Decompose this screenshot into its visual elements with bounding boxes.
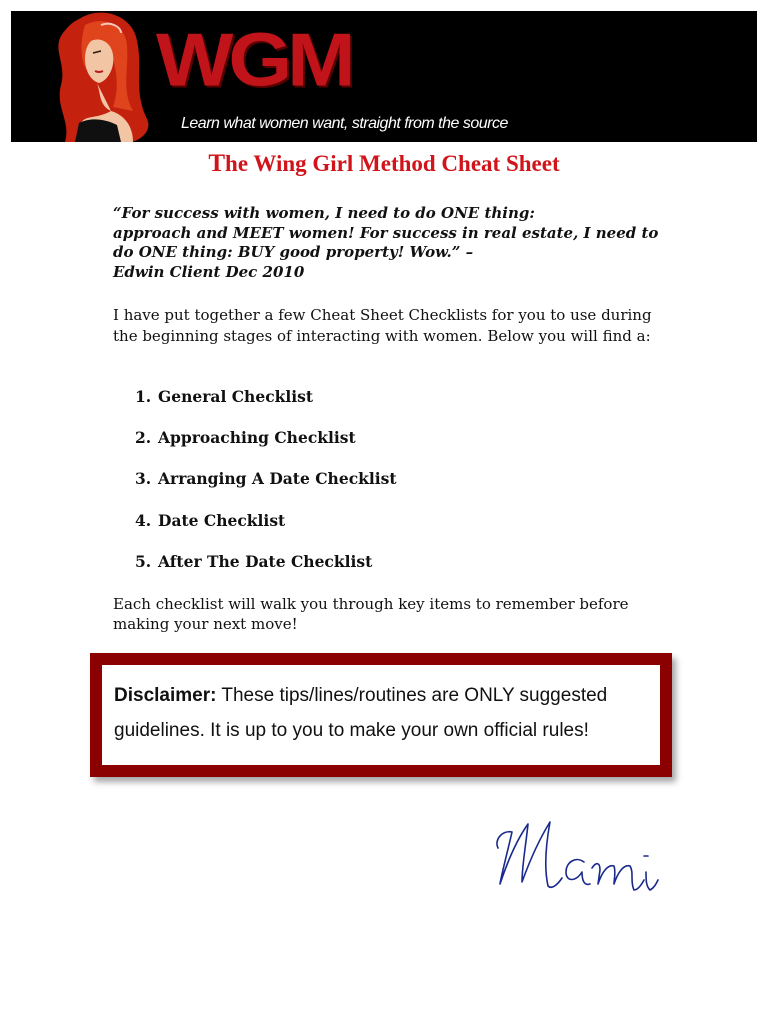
list-item-label: Arranging A Date Checklist	[158, 469, 397, 489]
checklist-list	[135, 384, 397, 590]
list-item	[135, 466, 397, 507]
intro-paragraph: I have put together a few Cheat Sheet Checklists for you to use during the beginning stages of interacting with women. Below you will find a:	[113, 306, 652, 345]
page-title	[0, 150, 768, 178]
list-item-label: Date Checklist	[158, 510, 286, 530]
disclaimer-label: Disclaimer:	[114, 685, 217, 706]
signature-mami	[488, 810, 663, 905]
title-initial: T	[208, 150, 226, 177]
title-rest: he Wing Girl Method Cheat Sheet	[225, 151, 560, 176]
disclaimer-text: These tips/lines/routines are ONLY suggested guidelines. It is up to you to make your own official rules!	[114, 685, 608, 741]
header-tagline: Learn what women want, straight from the source	[181, 115, 508, 132]
header-banner	[11, 11, 757, 142]
wgm-logo: WGM	[156, 18, 351, 103]
list-item-label: After The Date Checklist	[158, 551, 373, 571]
woman-illustration	[41, 11, 161, 142]
outro-paragraph: Each checklist will walk you through key items to remember before making your next move!	[113, 595, 629, 633]
list-item-number: 5.	[135, 551, 152, 571]
list-item-number: 2.	[135, 428, 152, 448]
list-item	[135, 549, 397, 590]
list-item-number: 4.	[135, 510, 152, 530]
list-item-number: 1.	[135, 387, 152, 406]
list-item-label: Approaching Checklist	[158, 428, 356, 448]
list-item	[135, 384, 397, 425]
list-item	[135, 425, 397, 466]
list-item-label: General Checklist	[158, 387, 314, 406]
list-item	[135, 508, 397, 549]
client-quote: “For success with women, I need to do ONE thing: approach and MEET women! For success in real estate, I need to do ONE thing: BUY good property! Wow.” – Edwin Client Dec 2010	[113, 204, 659, 281]
list-item-number: 3.	[135, 469, 152, 489]
disclaimer-box	[90, 653, 672, 777]
